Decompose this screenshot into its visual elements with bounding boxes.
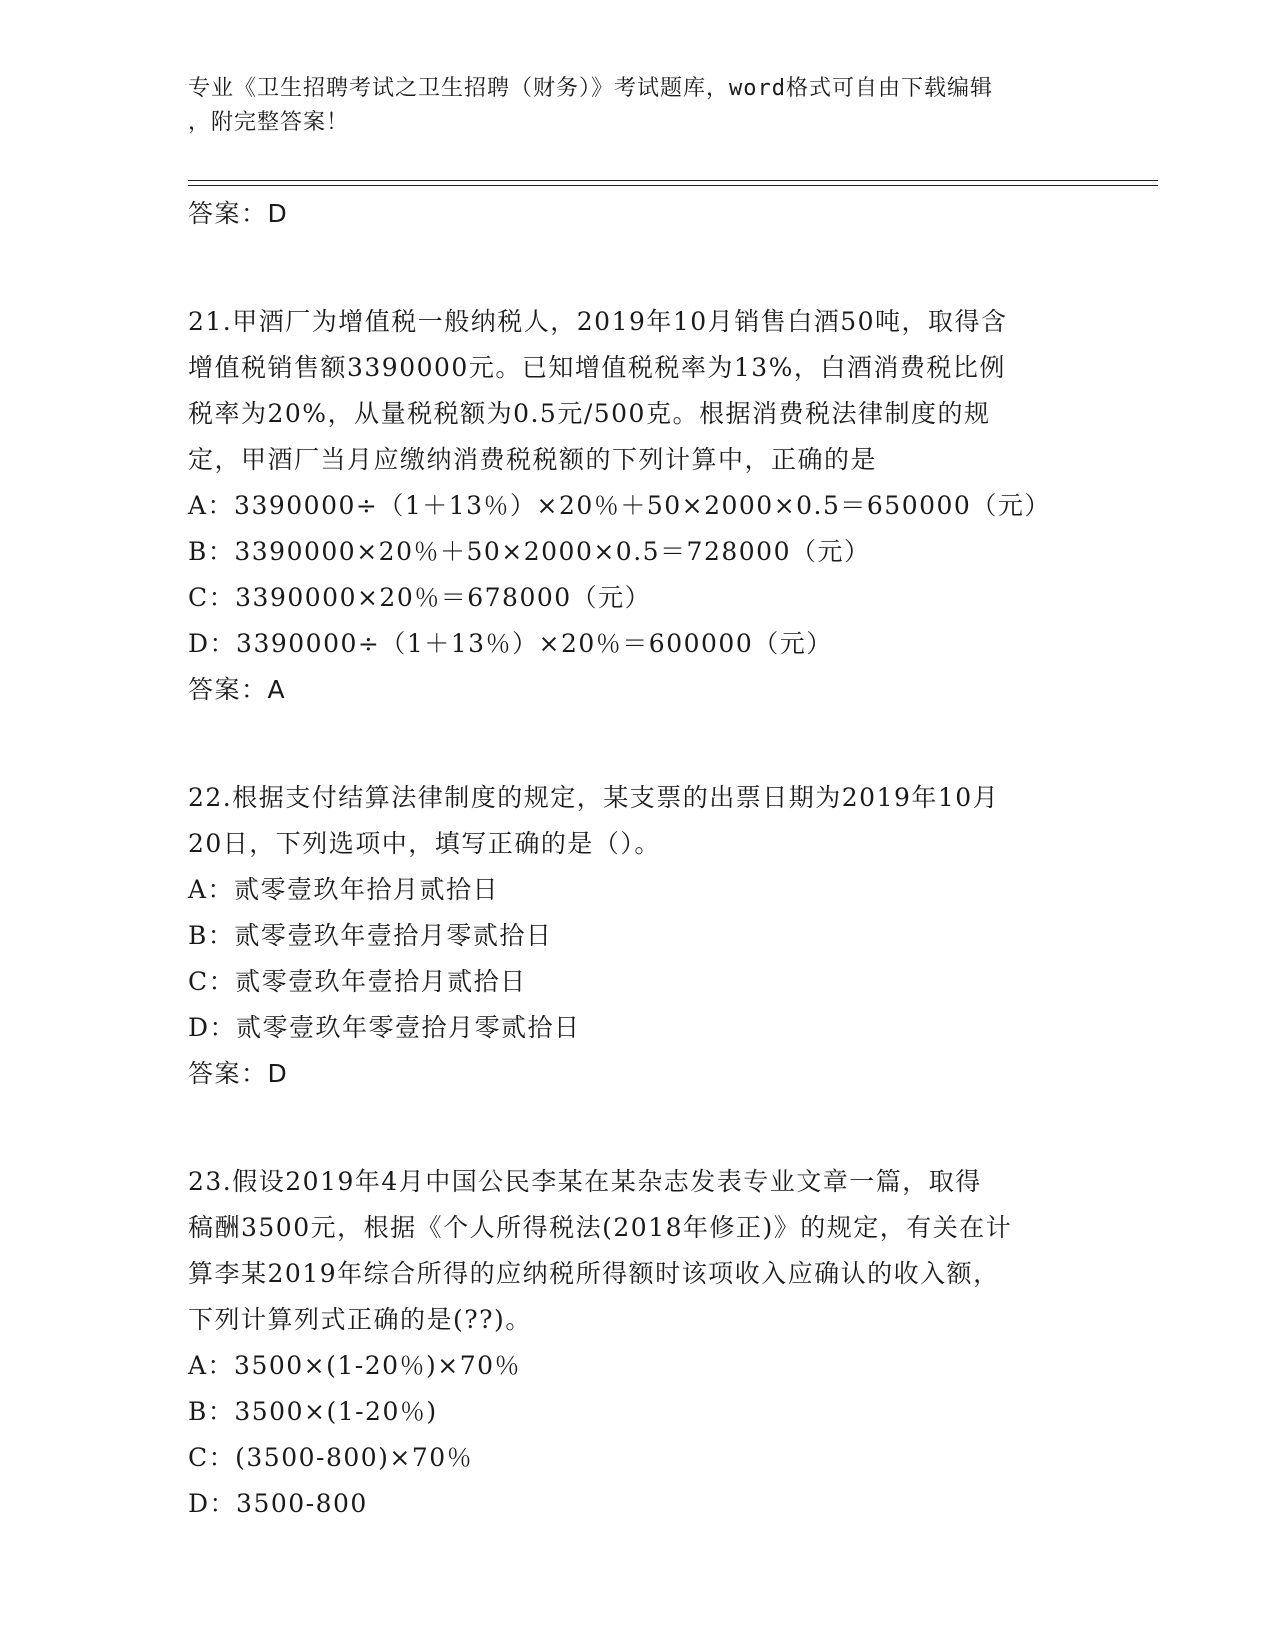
option-d: D：贰零壹玖年零壹拾月零贰拾日 [188, 1013, 581, 1042]
question-stem-line: 稿酬3500元，根据《个人所得税法(2018年修正)》的规定，有关在计 [188, 1213, 1013, 1242]
answer-line: 答案：D [188, 1059, 289, 1088]
question-stem-line: 算李某2019年综合所得的应纳税所得额时该项收入应确认的收入额， [188, 1259, 1000, 1288]
header-line-1: 专业《卫生招聘考试之卫生招聘（财务）》考试题库，word格式可自由下载编辑 [188, 76, 993, 101]
header-line-2: ，附完整答案！ [188, 110, 350, 135]
question-23 [188, 1159, 1088, 1527]
question-stem-line: 下列计算列式正确的是(??)。 [188, 1305, 532, 1334]
question-stem-line: 税率为20%，从量税税额为0.5元/500克。根据消费税法律制度的规 [188, 399, 991, 428]
question-stem-line: 22.根据支付结算法律制度的规定，某支票的出票日期为2019年10月 [188, 783, 1000, 812]
question-stem-line: 23.假设2019年4月中国公民李某在某杂志发表专业文章一篇，取得 [188, 1167, 982, 1196]
spacer [188, 1097, 1088, 1159]
option-a: A：3390000÷（1＋13％）×20％＋50×2000×0.5＝650000（元） [188, 491, 1051, 520]
option-b: B：3390000×20％＋50×2000×0.5＝728000（元） [188, 537, 871, 566]
question-stem-line: 21.甲酒厂为增值税一般纳税人，2019年10月销售白酒50吨，取得含 [188, 307, 1008, 336]
spacer [188, 237, 1088, 299]
document-body [188, 191, 1088, 1527]
question-21 [188, 299, 1088, 713]
option-a: A：3500×(1-20％)×70％ [188, 1351, 522, 1380]
option-a: A：贰零壹玖年拾月贰拾日 [188, 875, 500, 904]
spacer [188, 713, 1088, 775]
option-c: C：(3500-800)×70％ [188, 1443, 474, 1472]
option-b: B：3500×(1-20％) [188, 1397, 438, 1426]
option-d: D：3390000÷（1＋13％）×20％＝600000（元） [188, 629, 833, 658]
option-b: B：贰零壹玖年壹拾月零贰拾日 [188, 921, 553, 950]
option-c: C：贰零壹玖年壹拾月贰拾日 [188, 967, 527, 996]
previous-answer: 答案：D [188, 199, 289, 228]
header-rule-bottom [188, 185, 1158, 186]
question-stem-line: 定，甲酒厂当月应缴纳消费税税额的下列计算中，正确的是 [188, 445, 878, 474]
option-d: D：3500-800 [188, 1489, 368, 1518]
header-rule-top [188, 180, 1158, 181]
document-header [188, 72, 1088, 140]
option-c: C：3390000×20％＝678000（元） [188, 583, 652, 612]
question-stem-line: 20日，下列选项中，填写正确的是（）。 [188, 829, 661, 858]
question-22 [188, 775, 1088, 1097]
question-stem-line: 增值税销售额3390000元。已知增值税税率为13%，白酒消费税比例 [188, 353, 1006, 382]
answer-line: 答案：A [188, 675, 287, 704]
